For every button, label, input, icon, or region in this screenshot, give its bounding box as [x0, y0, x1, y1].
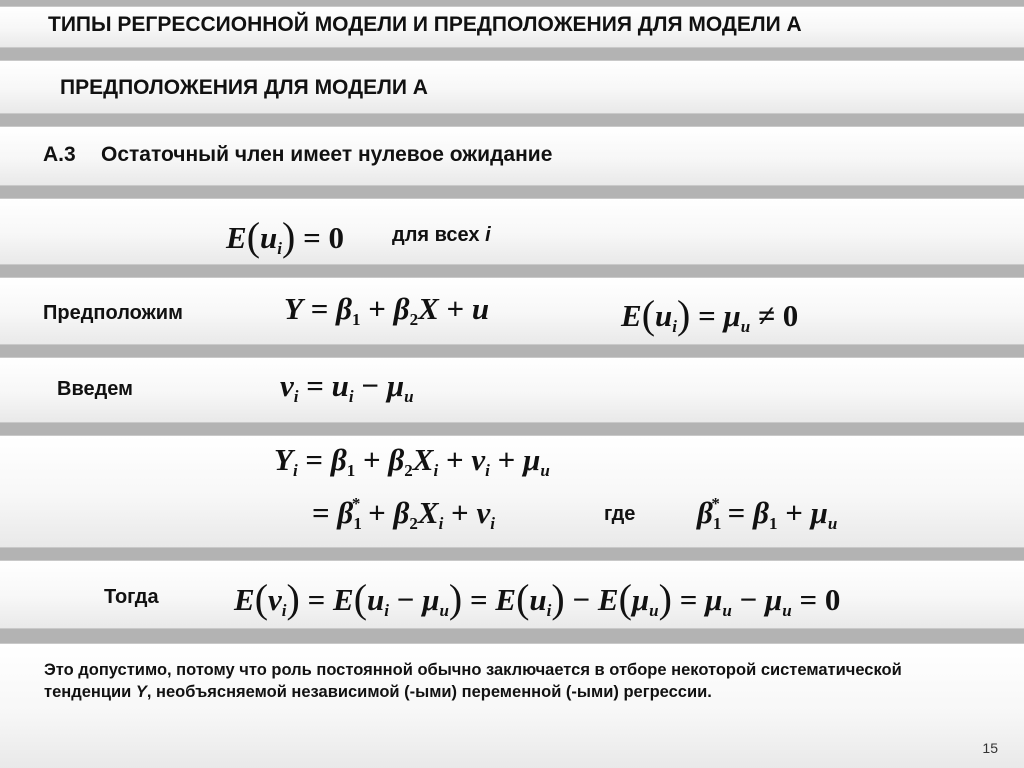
equation-expected-v: $E(v_i) = E(u_i - \mu_u) = E(u_i) - E(\mu_u) = \mu_u - \mu_u = 0$	[234, 576, 841, 621]
equation-beta-star: $\beta_1^* = \beta_1 + \mu_u$	[697, 494, 838, 533]
for-all-text: для всех	[392, 224, 480, 246]
explanation-text-end: , необъясняемой независимой (-ыми) переменной (-ыми) регрессии.	[146, 683, 712, 701]
explanation-text-start: Это допустимо, потому что роль постоянной обычно заключается в отборе некоторой систематической тенденции	[44, 661, 902, 701]
for-all-var: i	[485, 224, 491, 246]
separator-bar	[0, 548, 1024, 560]
assumption-code: A.3	[43, 143, 76, 166]
equation-expected-mu: $E(u_i) = \mu_u \ne 0$	[621, 292, 799, 337]
equation-v-definition: $v_i = u_i - \mu_u$	[280, 368, 414, 406]
separator-bar	[0, 423, 1024, 435]
equation-panel-1	[0, 198, 1024, 265]
for-all-label	[392, 224, 491, 247]
explanation-var: Y	[135, 683, 147, 701]
suppose-label: Предположим	[43, 302, 183, 324]
equation-panel-3	[0, 357, 1024, 423]
page-number: 15	[982, 740, 998, 756]
separator-bar	[0, 629, 1024, 643]
assumption-text: Остаточный член имеет нулевое ожидание	[101, 143, 553, 166]
page-title: ТИПЫ РЕГРЕССИОННОЙ МОДЕЛИ И ПРЕДПОЛОЖЕНИЯ ДЛЯ МОДЕЛИ А	[48, 13, 802, 36]
equation-expected-zero: $E(u_i) = 0$	[226, 214, 344, 259]
separator-bar	[0, 48, 1024, 60]
separator-bar	[0, 265, 1024, 277]
equation-y-rewritten: = $\beta_1^* + \beta_2X_i + v_i$	[312, 494, 495, 533]
equation-y-expanded: $Y_i = \beta_1 + \beta_2X_i + v_i + \mu_u$	[274, 442, 550, 480]
separator-bar	[0, 345, 1024, 357]
separator-bar	[0, 186, 1024, 198]
explanation-paragraph	[44, 659, 964, 703]
introduce-label: Введем	[57, 378, 133, 400]
page-subtitle: ПРЕДПОЛОЖЕНИЯ ДЛЯ МОДЕЛИ А	[60, 76, 428, 99]
equation-model: $Y = \beta_1 + \beta_2X + u$	[284, 291, 490, 329]
separator-bar	[0, 114, 1024, 126]
where-label: где	[604, 503, 636, 525]
then-label: Тогда	[104, 586, 159, 608]
